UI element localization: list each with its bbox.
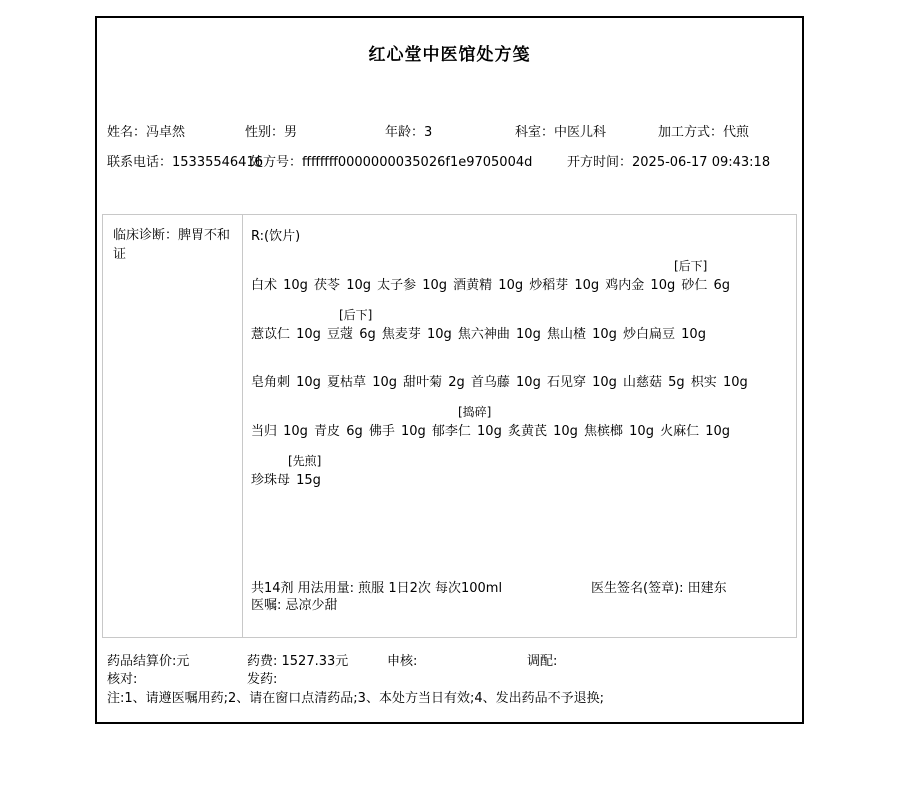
processing-method-field	[658, 121, 749, 140]
prescription-body-box	[102, 214, 797, 638]
patient-department-field	[515, 121, 606, 140]
prescription-time-value: 2025-06-17 09:43:18	[632, 155, 771, 170]
rx-med-row: 薏苡仁 10g 豆蔻 6g 焦麦芽 10g 焦六神曲 10g 焦山楂 10g 炒白扁豆 10g	[251, 327, 706, 342]
patient-phone-field	[107, 151, 263, 170]
settle-price-label: 药品结算价:	[107, 654, 177, 669]
patient-phone-value: 15335546416	[172, 155, 263, 170]
prescription-number-field	[250, 151, 532, 170]
processing-method-value: 代煎	[723, 125, 750, 140]
rx-med-row: 当归 10g 青皮 6g 佛手 10g 郁李仁 10g 炙黄芪 10g 焦槟榔 10g 火麻仁 10g	[251, 424, 731, 439]
doctor-signature-value: 田建东	[687, 581, 727, 596]
rx-med-row: 白术 10g 茯苓 10g 太子参 10g 酒黄精 10g 炒稻芽 10g 鸡内金 10g 砂仁 6g	[251, 278, 731, 293]
patient-department-value: 中医儿科	[554, 125, 607, 140]
patient-gender-value: 男	[284, 125, 298, 140]
doctor-advice-label: 医嘱:	[251, 598, 286, 613]
doctor-signature-field	[591, 577, 727, 596]
medicine-fee-label: 药费:	[247, 654, 282, 669]
rx-process-tag: [先煎]	[288, 454, 322, 468]
settle-price-field	[107, 650, 189, 669]
patient-name-value: 冯卓然	[146, 125, 186, 140]
patient-age-field	[385, 121, 432, 140]
clinical-diagnosis-label: 临床诊断：	[113, 228, 179, 243]
rx-content-cell	[243, 215, 796, 637]
review-field: 申核:	[387, 654, 418, 669]
rx-process-tag: [后下]	[674, 259, 708, 273]
doctor-signature-label: 医生签名(签章):	[591, 581, 688, 596]
check-field: 核对:	[107, 672, 138, 687]
clinical-diagnosis-value: 脾胃不和证	[113, 228, 231, 262]
patient-age-label: 年龄：	[385, 125, 425, 140]
dispense-field: 调配:	[527, 654, 558, 669]
patient-department-label: 科室：	[515, 125, 555, 140]
rx-med-row: 皂角刺 10g 夏枯草 10g 甜叶菊 2g 首乌藤 10g 石见穿 10g 山慈菇 5g 枳实 10g	[251, 375, 748, 390]
doctor-advice-value: 忌凉少甜	[285, 598, 338, 613]
issue-field: 发药:	[247, 672, 278, 687]
clinical-diagnosis-cell	[103, 215, 243, 637]
prescription-time-label: 开方时间：	[567, 155, 633, 170]
rx-process-tag: [捣碎]	[458, 405, 492, 419]
settle-price-value: 元	[176, 654, 190, 669]
prescription-number-label: 处方号：	[250, 155, 303, 170]
patient-phone-label: 联系电话：	[107, 155, 173, 170]
processing-method-label: 加工方式：	[658, 125, 724, 140]
patient-name-field	[107, 121, 185, 140]
prescription-time-field	[567, 151, 770, 170]
patient-age-value: 3	[424, 125, 433, 140]
doctor-advice-field	[251, 594, 338, 613]
rx-header: R:(饮片)	[251, 229, 301, 244]
medicine-fee-value: 1527.33元	[281, 654, 349, 669]
rx-process-tag: [后下]	[339, 308, 373, 322]
footer-note: 注:1、请遵医嘱用药;2、请在窗口点清药品;3、本处方当日有效;4、发出药品不予退换;	[107, 691, 604, 706]
patient-name-label: 姓名：	[107, 125, 147, 140]
rx-usage-summary: 共14剂 用法用量: 煎服 1日2次 每次100ml	[251, 581, 503, 596]
page-title: 红心堂中医馆处方笺	[368, 45, 531, 65]
patient-gender-label: 性别：	[245, 125, 285, 140]
prescription-number-value: ffffffff0000000035026f1e9705004d	[302, 155, 533, 170]
patient-gender-field	[245, 121, 297, 140]
rx-med-row: 珍珠母 15g	[251, 473, 321, 488]
rx-spacer	[251, 354, 788, 374]
prescription-sheet	[95, 16, 804, 724]
medicine-fee-field	[247, 650, 348, 669]
rx-lines	[251, 256, 788, 490]
